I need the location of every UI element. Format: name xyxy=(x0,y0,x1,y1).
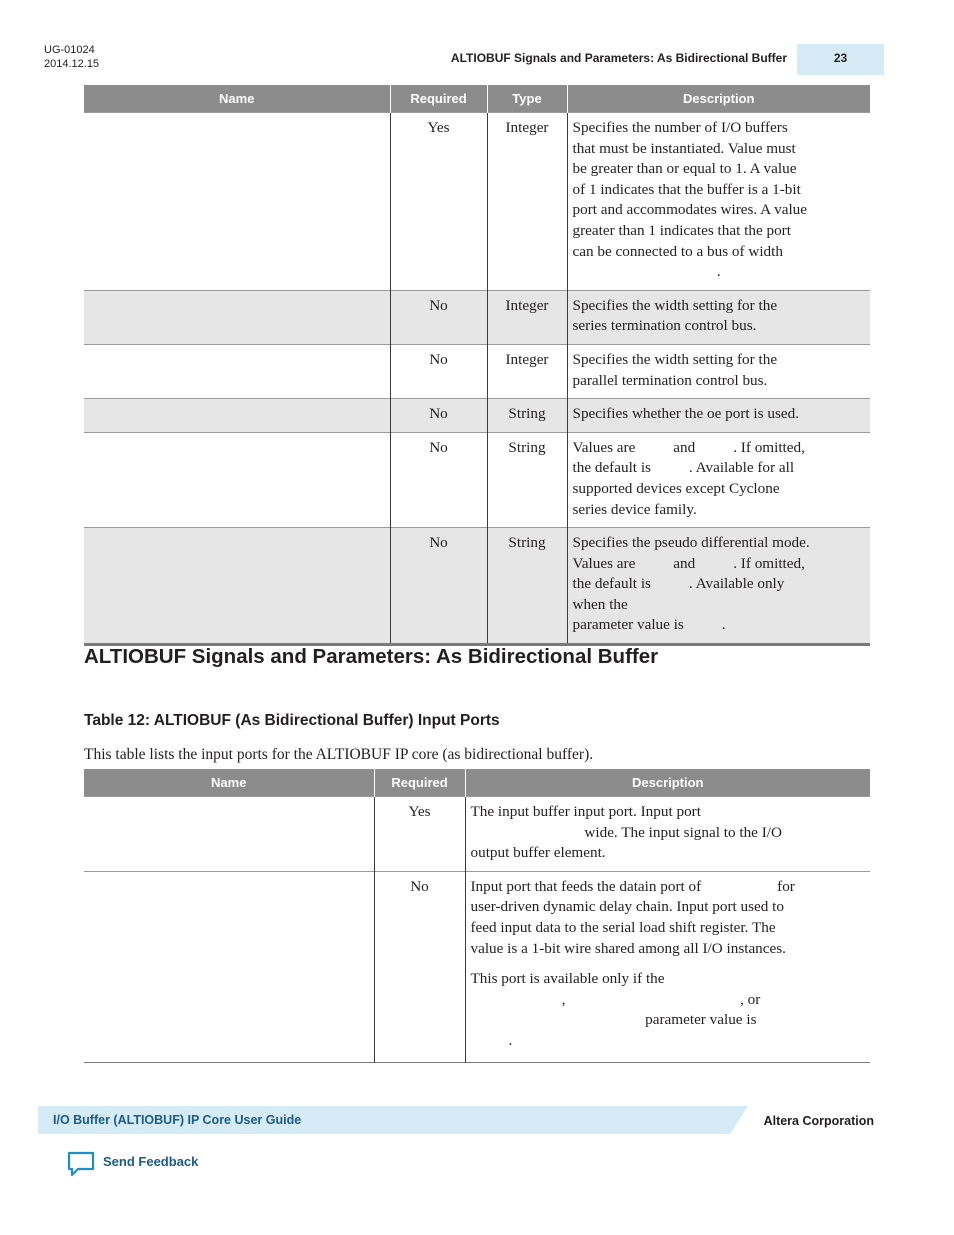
description-line: Specifies the width setting for the xyxy=(572,296,778,314)
required-cell: Yes xyxy=(374,797,465,872)
table-header-row xyxy=(84,769,870,797)
required-cell: No xyxy=(390,290,487,344)
doc-date: 2014.12.15 xyxy=(44,58,100,70)
required-cell: No xyxy=(390,344,487,398)
description-line: output buffer element. xyxy=(470,844,606,862)
column-header-description: Description xyxy=(567,85,870,113)
description-line: when the xyxy=(572,595,628,613)
description-line: Input port that feeds the datain port of for xyxy=(470,877,795,895)
input-ports-table xyxy=(84,769,870,1063)
description-line: Values are and . If omitted, xyxy=(572,438,805,456)
table-row xyxy=(84,344,870,398)
description-line: series device family. xyxy=(572,500,697,518)
param-name-cell xyxy=(84,432,390,527)
send-feedback-link[interactable]: Send Feedback xyxy=(103,1154,199,1169)
param-name-cell xyxy=(84,399,390,433)
required-cell: No xyxy=(390,528,487,645)
description-line: Specifies the width setting for the xyxy=(572,350,778,368)
description-line: the default is . Available for all xyxy=(572,459,795,477)
param-name-cell xyxy=(84,344,390,398)
description-line: that must be instantiated. Value must xyxy=(572,139,796,157)
table-row xyxy=(84,290,870,344)
table-row xyxy=(84,432,870,527)
param-name-cell xyxy=(84,290,390,344)
description-paragraph xyxy=(471,969,866,1051)
description-line: The input buffer input port. Input port xyxy=(470,803,701,820)
description-cell xyxy=(567,344,870,398)
port-name-cell xyxy=(84,871,374,1062)
description-line: of 1 indicates that the buffer is a 1-bit xyxy=(572,180,801,198)
footer-guide-link[interactable]: I/O Buffer (ALTIOBUF) IP Core User Guide xyxy=(53,1113,302,1127)
column-header-name: Name xyxy=(84,769,374,797)
description-cell xyxy=(567,113,870,291)
description-cell xyxy=(567,399,870,433)
column-header-name: Name xyxy=(84,85,390,113)
table-row xyxy=(84,113,870,291)
description-line: port and accommodates wires. A value xyxy=(572,201,807,219)
type-cell: String xyxy=(487,528,567,645)
description-line: Specifies the number of I/O buffers xyxy=(572,119,788,136)
type-cell: String xyxy=(487,399,567,433)
description-line: . xyxy=(470,1031,513,1049)
required-cell: No xyxy=(390,399,487,433)
description-line: can be connected to a bus of width xyxy=(572,242,783,260)
description-line: be greater than or equal to 1. A value xyxy=(572,160,797,178)
column-header-required: Required xyxy=(374,769,465,797)
description-line: This port is available only if the xyxy=(470,970,665,988)
param-name-cell xyxy=(84,113,390,291)
description-line: greater than 1 indicates that the port xyxy=(572,221,791,239)
description-cell xyxy=(567,432,870,527)
required-cell: Yes xyxy=(390,113,487,291)
description-line: . xyxy=(716,263,721,281)
description-line: Values are and . If omitted, xyxy=(572,554,805,572)
column-header-required: Required xyxy=(390,85,487,113)
description-cell xyxy=(465,871,870,1062)
description-cell xyxy=(567,528,870,645)
doc-id-block xyxy=(44,43,99,71)
type-cell: Integer xyxy=(487,290,567,344)
port-name-cell xyxy=(84,797,374,872)
table-row xyxy=(84,528,870,645)
description-line: the default is . Available only xyxy=(572,575,785,593)
description-line: user-driven dynamic delay chain. Input port used to xyxy=(470,898,784,916)
feedback-icon[interactable] xyxy=(66,1150,96,1178)
description-line: parallel termination control bus. xyxy=(572,371,768,389)
description-line: parameter value is . xyxy=(572,616,726,634)
type-cell: String xyxy=(487,432,567,527)
doc-id: UG-01024 xyxy=(44,44,95,56)
running-header-title: ALTIOBUF Signals and Parameters: As Bidirectional Buffer xyxy=(450,51,787,65)
description-cell xyxy=(567,290,870,344)
description-cell xyxy=(465,797,870,872)
param-name-cell xyxy=(84,528,390,645)
table-intro-text: This table lists the input ports for the ALTIOBUF IP core (as bidirectional buffer). xyxy=(84,746,594,763)
parameters-table xyxy=(84,85,870,646)
footer-company: Altera Corporation xyxy=(763,1114,874,1128)
description-line: wide. The input signal to the I/O xyxy=(470,823,782,841)
description-line: feed input data to the serial load shift register. The xyxy=(470,918,776,936)
table-row xyxy=(84,871,870,1062)
page-number: 23 xyxy=(797,44,884,75)
description-line: Specifies the pseudo differential mode. xyxy=(572,534,810,552)
section-title: ALTIOBUF Signals and Parameters: As Bidirectional Buffer xyxy=(84,645,659,668)
required-cell: No xyxy=(374,871,465,1062)
table-row xyxy=(84,399,870,433)
description-line: series termination control bus. xyxy=(572,317,757,335)
table-header-row xyxy=(84,85,870,113)
description-paragraph xyxy=(471,802,866,864)
type-cell: Integer xyxy=(487,113,567,291)
table-caption: Table 12: ALTIOBUF (As Bidirectional Buffer) Input Ports xyxy=(84,712,500,729)
description-line: supported devices except Cyclone xyxy=(572,479,780,497)
description-line: , , or xyxy=(470,990,761,1008)
required-cell: No xyxy=(390,432,487,527)
description-line: value is a 1-bit wire shared among all I/O instances. xyxy=(470,939,786,957)
description-line: Specifies whether the oe port is used. xyxy=(572,405,799,423)
description-paragraph xyxy=(471,877,866,959)
table-row xyxy=(84,797,870,872)
column-header-type: Type xyxy=(487,85,567,113)
description-line: parameter value is xyxy=(470,1011,757,1029)
type-cell: Integer xyxy=(487,344,567,398)
column-header-description: Description xyxy=(465,769,870,797)
